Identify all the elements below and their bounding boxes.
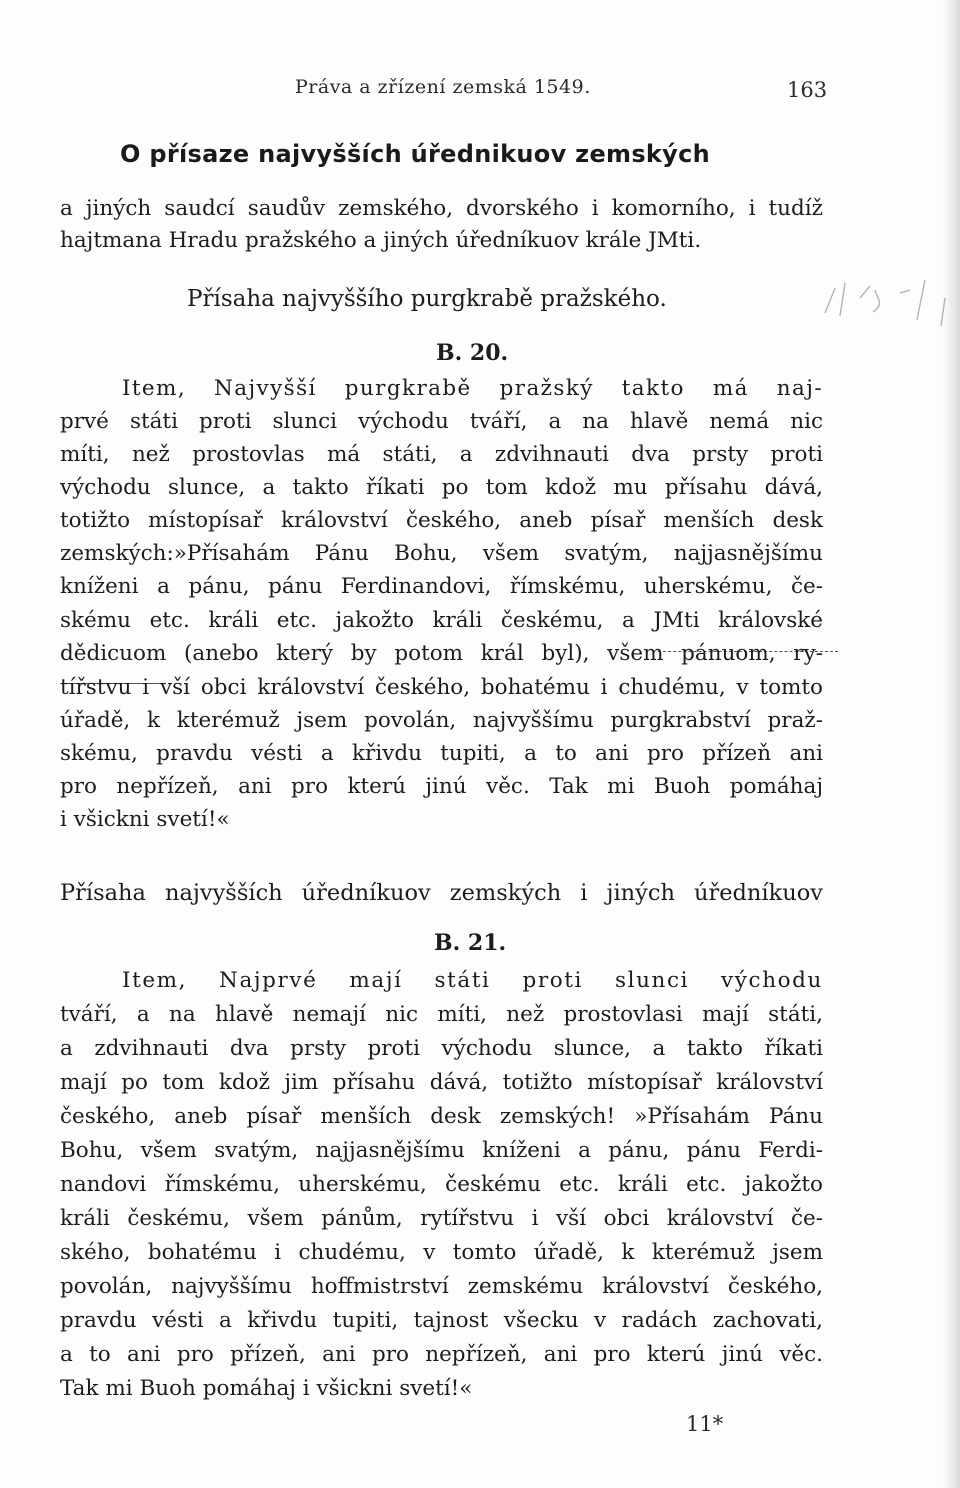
section-2-line: českého, aneb písař menších desk zemských! »Přísahám Pánu [60,1104,823,1129]
section-2-line: pravdu vésti a křivdu tupiti, tajnost všecku v radách zachovati, [60,1308,823,1333]
section-2-line: králi českému, všem pánům, rytířstvu i vší obci království če- [60,1206,823,1231]
section-2-line: tváří, a na hlavě nemají nic míti, než prostovlasi mají státi, [60,1002,823,1027]
section-1-line: míti, než prostovlas má státi, a zdvihnauti dva prsty proti [60,442,823,467]
section-2-line: mají po tom kdož jim přísahu dává, totižto místopísař království [60,1070,823,1095]
section-2-line: povolán, najvyššímu hoffmistrství zemskému království českého, [60,1274,823,1299]
section-1-line: kníženi a pánu, pánu Ferdinandovi, římskému, uherskému, če- [60,574,823,599]
section-2-line: a zdvihnauti dva prsty proti východu slunce, a takto říkati [60,1036,823,1061]
signature-mark: 11* [686,1412,724,1436]
section-1-line: skému, pravdu vésti a křivdu tupiti, a to ani pro přízeň ani [60,741,823,766]
page-edge-shadow [942,0,960,1488]
subtitle-line-2: hajtmana Hradu pražského a jiných úředníkuov krále JMti. [60,228,702,253]
section-2-line: ského, bohatému i chudému, v tomto úřadě, k kterémuž jsem [60,1240,823,1265]
section-1-line: východu slunce, a takto říkati po tom kdož mu přísahu dává, [60,475,823,500]
section-1-line: pro nepřízeň, ani pro kterú jinú věc. Tak mi Buoh pomáhaj [60,774,823,799]
section-2-line: Tak mi Buoh pomáhaj i všickni svetí!« [60,1376,473,1401]
section-1-line: zemských:»Přísahám Pánu Bohu, všem svatým, najjasnějšímu [60,541,823,566]
section-1-line: skému etc. králi etc. jakožto králi českému, a JMti královské [60,608,823,633]
section-2-line: Bohu, všem svatým, najjasnějšímu kníženi a pánu, pánu Ferdi- [60,1138,823,1163]
subtitle-line-1: a jiných saudcí saudův zemského, dvorského i komorního, i tudíž [60,196,823,221]
section-1-label: B. 20. [436,340,509,366]
section-1-line: prvé státi proti slunci východu tváří, a na hlavě nemá nic [60,409,823,434]
section-1-heading: Přísaha najvyššího purgkrabě pražského. [187,286,667,312]
pencil-annotation-mark [815,268,955,328]
section-2-label: B. 21. [434,930,507,956]
section-2-line: Item, Najprvé mají státi proti slunci východu [122,968,823,993]
section-1-line: úřadě, k kterémuž jsem povolán, najvyššímu purgkrabství praž- [60,708,823,733]
section-2-line: a to ani pro přízeň, ani pro nepřízeň, ani pro kterú jinú věc. [60,1342,823,1367]
running-head: Práva a zřízení zemská 1549. [295,76,591,98]
section-2-heading: Přísaha najvyšších úředníkuov zemských i jiných úředníkuov [60,880,823,906]
section-1-line: i všickni svetí!« [60,807,230,832]
section-1-line: Item, Najvyšší purgkrabě pražský takto má naj- [122,376,823,401]
chapter-title: O přísaze najvyšších úřednikuov zemských [120,140,711,168]
page-number: 163 [787,78,828,102]
section-1-line: tířstvu i vší obci království českého, bohatému i chudému, v tomto [60,675,823,700]
section-2-line: nandovi římskému, uherskému, českému etc. králi etc. jakožto [60,1172,823,1197]
section-1-line: totižto místopísař království českého, aneb písař menších desk [60,508,823,533]
section-1-line: dědicuom (anebo který by potom král byl), všem pánuom, ry- [60,641,823,666]
